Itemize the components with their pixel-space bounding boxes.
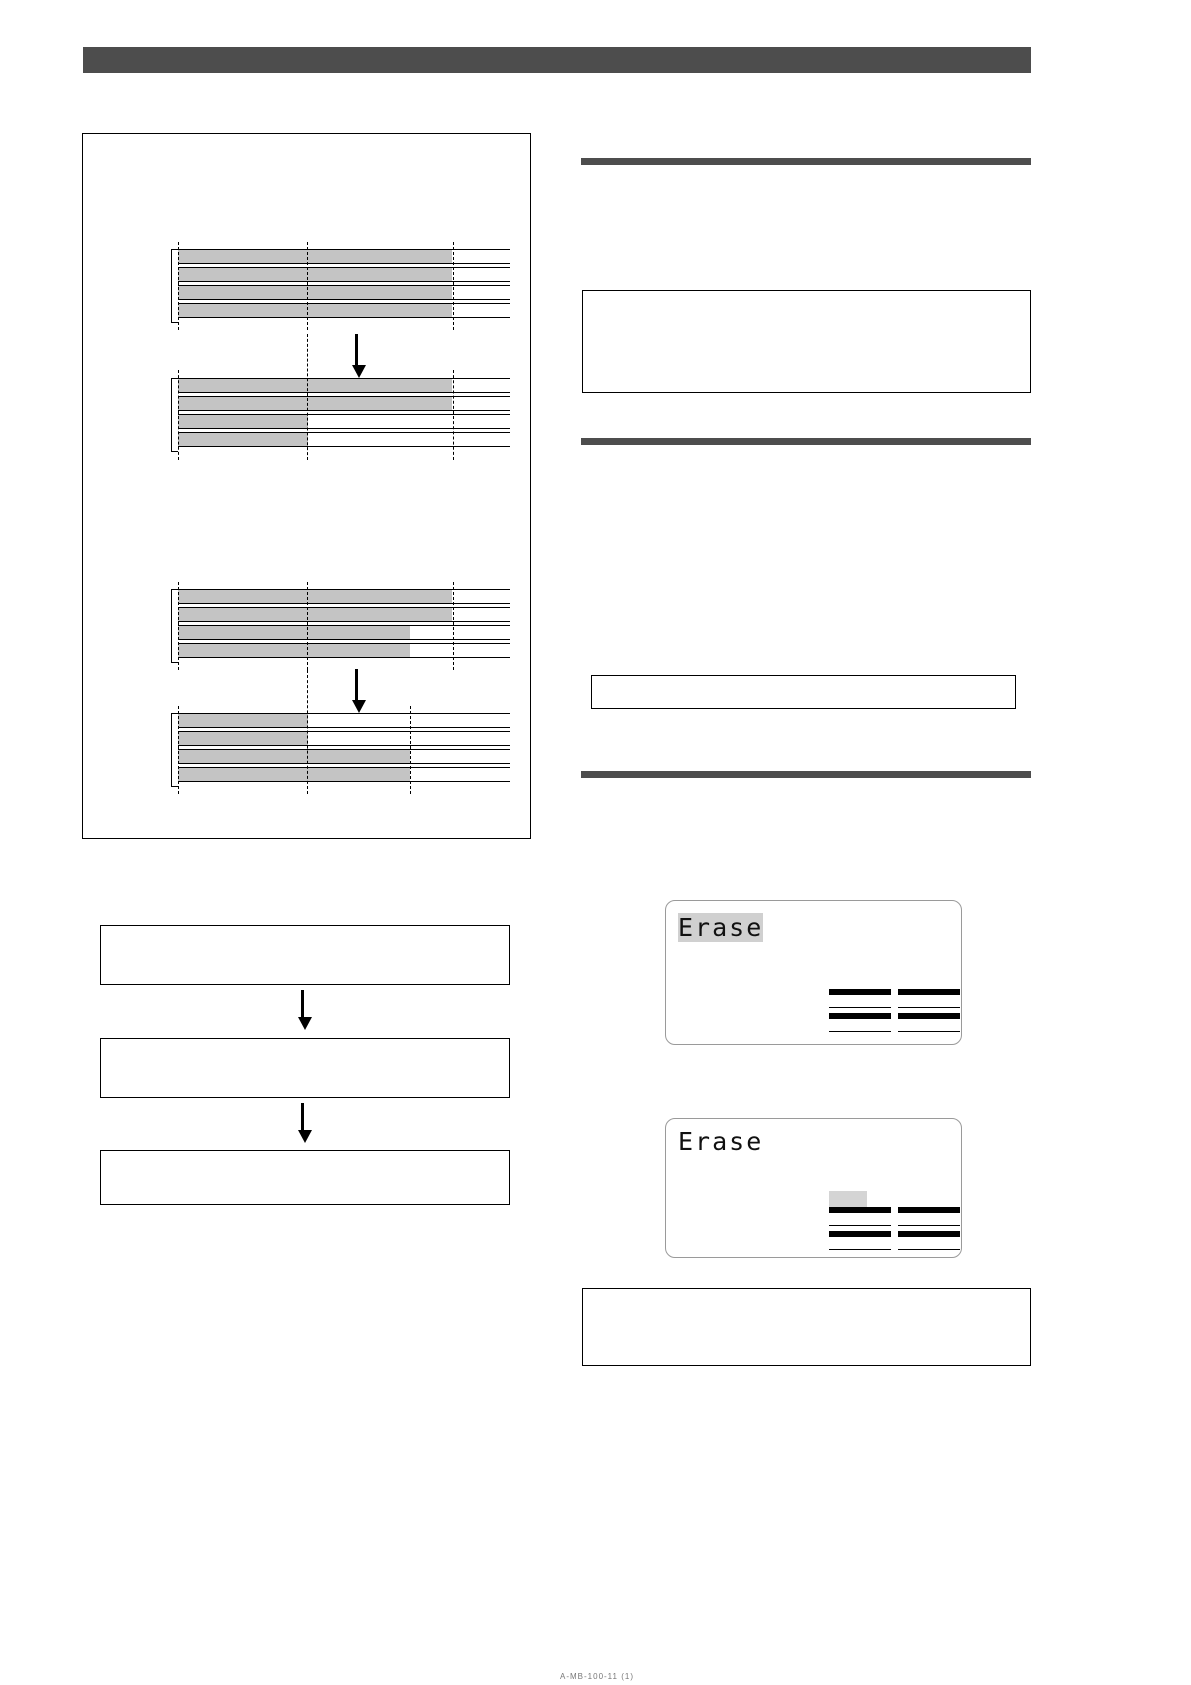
lcd-cell-line [898, 1225, 960, 1226]
lcd-cell[interactable] [829, 1207, 891, 1227]
lcd-cell[interactable] [829, 1013, 891, 1033]
lcd-cell[interactable] [829, 1231, 891, 1251]
lcd-cell-bar [898, 1207, 960, 1213]
track-fill [178, 750, 410, 763]
lcd-cell-bar [898, 989, 960, 995]
track-fill [178, 732, 308, 745]
flow-arrow-icon [301, 990, 304, 1018]
lcd-cell[interactable] [829, 989, 891, 1009]
lcd-cell-line [829, 1225, 891, 1226]
flow-step-box-1 [100, 925, 510, 985]
track-row [178, 767, 510, 782]
lcd-cell-bar [829, 989, 891, 995]
lcd-title: Erase [678, 913, 764, 942]
section-rule [581, 771, 1031, 778]
flow-step-box-2 [100, 1038, 510, 1098]
section-rule [581, 158, 1031, 165]
lcd-cell-line [898, 1007, 960, 1008]
erase-illustration-panel [82, 133, 531, 839]
lcd-cell[interactable] [898, 1013, 960, 1033]
footer-mark: A-MB-100-11 (1) [560, 1672, 634, 1681]
section-2-note-box [591, 675, 1016, 709]
track-group-after-2 [83, 134, 530, 834]
track-fill [178, 768, 410, 781]
flow-arrow-icon [301, 1103, 304, 1131]
section-rule [581, 438, 1031, 445]
lcd-cell[interactable] [898, 1207, 960, 1227]
lcd-erase-screen-confirm [665, 1118, 962, 1258]
lcd-cell-line [829, 1007, 891, 1008]
lcd-cell-bar [898, 1231, 960, 1237]
marker-dashed-line [410, 706, 411, 794]
section-3-note-box [582, 1288, 1031, 1366]
lcd-cell-bar [829, 1013, 891, 1019]
lcd-cell-bar [829, 1207, 891, 1213]
lcd-cell-bar [829, 1231, 891, 1237]
track-fill [178, 714, 308, 727]
marker-dashed-line [307, 670, 308, 794]
lcd-cell-line [829, 1031, 891, 1032]
track-row [178, 731, 510, 746]
lcd-cell-line [898, 1031, 960, 1032]
lcd-erase-screen-selected [665, 900, 962, 1045]
page-header-band [83, 47, 1031, 73]
lcd-highlight-block [829, 1191, 867, 1207]
marker-dashed-line [178, 706, 179, 794]
track-row [178, 749, 510, 764]
section-1-note-box [582, 290, 1031, 393]
lcd-cell[interactable] [898, 989, 960, 1009]
flow-step-box-3 [100, 1150, 510, 1205]
lcd-cell-line [829, 1249, 891, 1250]
lcd-title: Erase [678, 1127, 764, 1156]
lcd-cell-bar [898, 1013, 960, 1019]
group-bracket [171, 713, 178, 787]
lcd-cell-line [898, 1249, 960, 1250]
lcd-cell[interactable] [898, 1231, 960, 1251]
track-row [178, 713, 510, 728]
